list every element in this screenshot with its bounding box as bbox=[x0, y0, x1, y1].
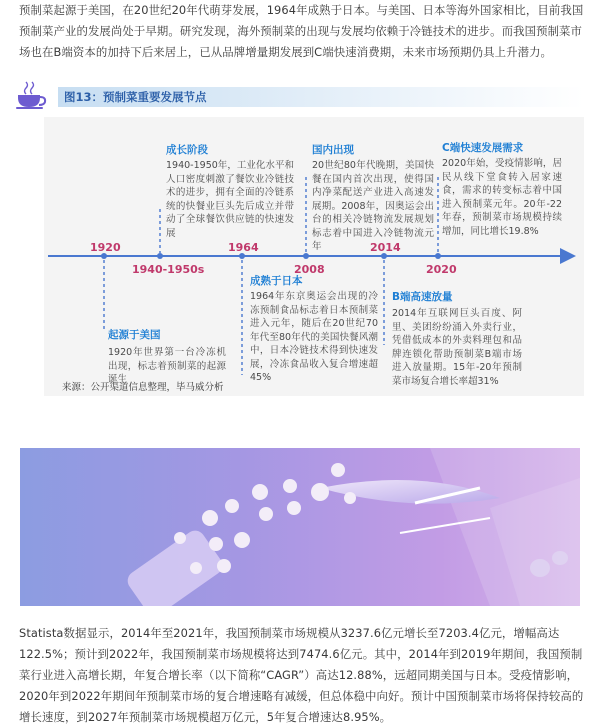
stage-body-b-end: 2014年互联网巨头百度、阿里、美团纷纷涌入外卖行业，凭借低成本的外卖料理包和品牌连锁化帮助预制菜B端市场进入放量期。15年-20年预制菜市场复合增长率超31% bbox=[392, 308, 522, 387]
tick-label-1964: 1964 bbox=[228, 241, 259, 254]
figure-header bbox=[14, 80, 584, 110]
tick-label-2020: 2020 bbox=[426, 263, 457, 276]
stage-body-domestic: 20世纪80年代晚期，美国快餐在国内首次出现，使得国内净菜配送产业进入高速发展期。2008年，因奥运会出台的相关冷链物流发展规划标志着中国进入冷链物流元年 bbox=[312, 160, 434, 252]
figure-title: 图13：预制菜重要发展节点 bbox=[64, 90, 207, 104]
stage-title-c-end: C端快速发展需求 bbox=[442, 142, 524, 154]
body-paragraph: Statista数据显示，2014年至2021年，我国预制菜市场规模从3237.6亿元增长至7203.4亿元，增幅高达122.5%；预计到2022年，我国预制菜市场规模将达到7474.6亿元。其中，2014年到2019年期间，我国预制菜行业进入高增长期，年复合增长率（以下简称“CAGR”）高达12.88%，远超同期美国与日本。受疫情影响，2020年到2022年期间年预制菜市场的复合增速略有减缓，但总体稳中向好。预计中国预制菜市场将保持较高的增长速度，到2027年预制菜市场规模超万亿元，5年复合增速达8.95%。 bbox=[19, 626, 584, 724]
stage-title-growth: 成长阶段 bbox=[166, 144, 208, 156]
tick-label-2008: 2008 bbox=[294, 263, 325, 276]
stage-body-c-end: 2020年始，受疫情影响，居民从线下堂食转入居家速食，需求的转变标志着中国进入预制菜元年。20年-22年春，预制菜市场规模持续增加，同比增长19.8% bbox=[442, 158, 562, 237]
tick-label-1940-1950s: 1940-1950s bbox=[132, 263, 205, 276]
food-balls-illustration bbox=[20, 448, 580, 606]
stage-body-origin: 1920年世界第一台冷冻机出现，标志着预制菜的起源诞生 bbox=[108, 347, 226, 385]
tick-label-2014: 2014 bbox=[370, 241, 401, 254]
stage-title-origin: 起源于美国 bbox=[108, 329, 161, 341]
hero-image bbox=[20, 448, 580, 606]
tick-dot-2020 bbox=[435, 253, 441, 259]
teacup-icon bbox=[14, 80, 48, 110]
stage-title-b-end: B端高速放量 bbox=[392, 291, 453, 303]
figure-source: 来源：公开渠道信息整理，毕马威分析 bbox=[62, 382, 224, 393]
tick-label-1920: 1920 bbox=[90, 241, 121, 254]
tick-dot-1940 bbox=[157, 253, 163, 259]
stage-body-japan: 1964年东京奥运会出现的冷冻预制食品标志着日本预制菜进入元年，随后在20世纪70年代至80年代的美国快餐风潮中，日本冷链技术得到快速发展，冷冻食品收入复合增速超45% bbox=[250, 291, 378, 383]
figure-title-bar bbox=[58, 87, 584, 107]
intro-paragraph: 预制菜起源于美国，在20世纪20年代萌芽发展，1964年成熟于日本。与美国、日本等海外国家相比，目前我国预制菜产业的发展尚处于早期。研究发现，海外预制菜的出现与发展均依赖于冷链技术的进步。而我国预制菜市场也在B端资本的加持下后来居上，已从品牌增量期发展到C端快速消费期，未来市场预期仍具上升潜力。 bbox=[19, 3, 584, 59]
stage-title-japan: 成熟于日本 bbox=[250, 275, 303, 287]
tick-dot-2008 bbox=[303, 253, 309, 259]
stage-title-domestic: 国内出现 bbox=[312, 144, 354, 156]
stage-body-growth: 1940-1950年，工业化水平和人口密度刺激了餐饮业冷链技术的进步，拥有全面的冷链系统的快餐业巨头先后成立并带动了全球餐饮供应链的快速发展 bbox=[166, 160, 294, 239]
timeline-panel bbox=[44, 117, 584, 396]
